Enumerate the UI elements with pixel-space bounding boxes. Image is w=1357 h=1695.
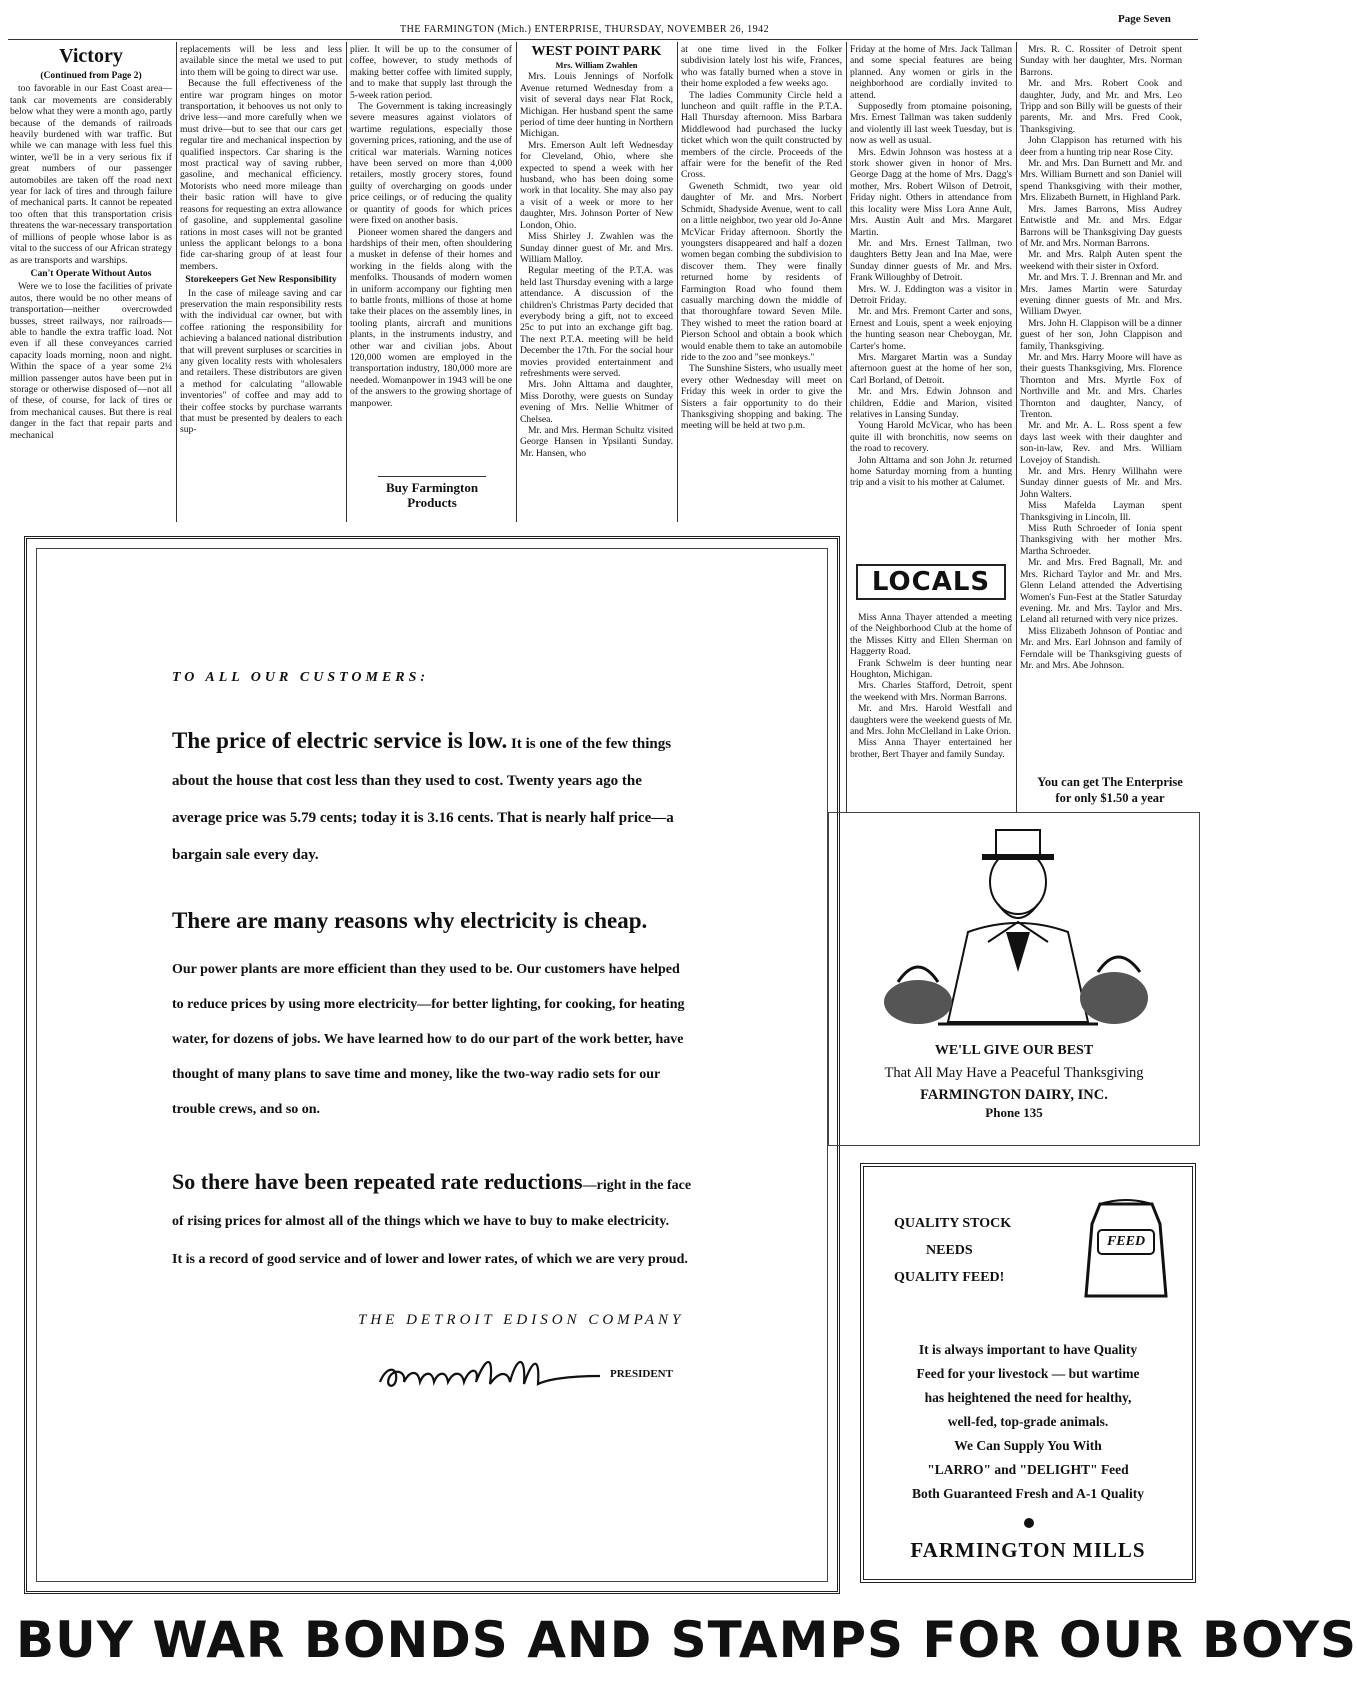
news-item: Supposedly from ptomaine poisoning, Mrs. Ernest Tallman was taken suddenly and violently ill last week Tuesday, but is now as well as usual. xyxy=(850,101,1012,147)
edison-text-3: —right in the face of rising prices for almost all of the things which we have to buy to make electricity. xyxy=(172,1178,692,1229)
news-item: Miss Shirley J. Zwahlen was the Sunday dinner guest of Mr. and Mrs. William Malloy. xyxy=(520,231,673,265)
farmington-mills-name: FARMINGTON MILLS xyxy=(910,1538,1146,1562)
dairy-ad-text xyxy=(830,1040,1198,1120)
article-paragraph: replacements will be less and less available since the metal we used to put into them will be going to direct war use. xyxy=(180,44,342,78)
victory-headline: Victory xyxy=(59,45,123,67)
news-item: The Sunshine Sisters, who usually meet every other Wednesday will meet on Friday this week in order to give the Sisters a fair opportunity to do their Thanksgiving shopping and baking. The meeting will be held at two p.m. xyxy=(681,363,842,432)
feed-bag-illustration xyxy=(1082,1196,1170,1306)
news-item: Mrs. Edwin Johnson was hostess at a stork shower given in honor of Mrs. George Dagg at the home of Mrs. Dagg's mother, Mrs. Robert Wilson of Detroit, Friday night. Others in attendance from this locality were Miss Lora Anne Ault, Mrs. Austin Ault and Mrs. Margaret Martin. xyxy=(850,146,1012,238)
victory-paragraph: too favorable in our East Coast area—tank car movements are considerably below what they were a month ago, partly because of the demands of railroads heavily burdened with war traffic. But while we can manage with less fuel this winter, we'll be in a very serious fix if great numbers of our passenger automobiles are taken off the road next year for lack of tires and through failure of mechanical parts. It cannot be repeated too often that this transportation crisis threatens the war-necessary transportation of millions of people whose labor is as vital to the success of our African strategy as are transports and warships. xyxy=(10,83,172,266)
edison-text-2: Our power plants are more efficient than they used to be. Our customers have helped to reduce prices by using more electricity—for better lighting, for cooking, for heating water, for dozens of jobs. We have learned how to do our part of the work better, have thought of many plans to save time and money, like the two-way radio sets for our trouble crews, and so on. xyxy=(172,962,685,1117)
edison-headline-3: So there have been repeated rate reductions xyxy=(172,1169,583,1194)
war-bonds-banner: BUY WAR BONDS AND STAMPS FOR OUR BOYS xyxy=(16,1611,1357,1669)
news-item: Mr. and Mrs. Henry Willhahn were Sunday dinner guests of Mr. and Mrs. John Walters. xyxy=(1020,466,1182,500)
news-item: Regular meeting of the P.T.A. was held last Thursday evening with a large attendance. A discussion of the children's Christmas Party decided that everybody bring a gift, not to exceed 25c to put into an exchange gift bag. The next P.T.A. meeting will be held December the 17th. For the social hour movies provided entertainment and refreshments were served. xyxy=(520,265,673,379)
article-paragraph: The Government is taking increasingly severe measures against violators of wartime regulations, especially those governing prices, rationing, and the use of critical war materials. Warning notices have been served on more than 4,000 retailers, mostly grocery stores, found guilty of overcharging on goods under price ceilings, or of reducing the quality or quantity of goods for which prices were fixed on another basis. xyxy=(350,101,512,227)
news-item: Mr. and Mrs. Ralph Auten spent the weekend with their sister in Oxford. xyxy=(1020,249,1182,272)
news-item: Mrs. Louis Jennings of Norfolk Avenue returned Wednesday from a visit of several days near Flat Rock, Michigan. Her husband spent the same period of time deer hunting in Northern Michigan. xyxy=(520,71,673,140)
uncle-sam-praying-icon xyxy=(878,822,1158,1032)
mills-body-line: "LARRO" and "DELIGHT" Feed xyxy=(927,1462,1129,1477)
news-item: Mr. and Mrs. Herman Schultz visited George Hansen in Ypsilanti Sunday. Mr. Hansen, who xyxy=(520,425,673,459)
news-item: Mr. and Mrs. Edwin Johnson and children, Eddie and Marion, visited relatives in Lansing Sunday. xyxy=(850,386,1012,420)
mills-body xyxy=(866,1338,1190,1506)
victory-third-column xyxy=(350,44,512,474)
column-rule xyxy=(846,42,847,812)
mills-body-line: Feed for your livestock — but wartime xyxy=(916,1366,1140,1381)
news-item: Mrs. R. C. Rossiter of Detroit spent Sunday with her daughter, Mrs. Norman Barrons. xyxy=(1020,44,1182,78)
west-point-park-continued xyxy=(681,44,842,520)
edison-text-1: It is one of the few things about the house that cost less than they used to cost. Twenty years ago the average price was 5.79 cents; today it is 3.16 cents. That is nearly half price—a bargain sale every day. xyxy=(172,736,674,863)
column-rule xyxy=(346,42,347,522)
news-item: Miss Anna Thayer attended a meeting of the Neighborhood Club at the home of the Misses Kitty and Ellen Sherman on Haggerty Road. xyxy=(850,612,1012,658)
article-paragraph: Pioneer women shared the dangers and hardships of their men, often shouldering a musket in defense of their homes and working in the fields along with the menfolks. Thousands of modern women in uniform accompany our fighting men to battle fronts, millions of those at home take their places on the assembly lines, in tooling plants, aircraft and munitions plants, in the instruments industry, and other war and civilian jobs. About 120,000 women are employed in the transportation industry, 180,000 more are needed. Womanpower in 1943 will be one of the answers to the growing shortage of manpower. xyxy=(350,226,512,409)
news-item: Mr. and Mrs. Ernest Tallman, two daughters Betty Jean and Ina Mae, were Sunday dinner guests of Mr. and Mrs. Frank Willoughby of Detroit. xyxy=(850,237,1012,284)
locals-title: LOCALS xyxy=(871,567,991,597)
dairy-line: WE'LL GIVE OUR BEST xyxy=(934,1043,1094,1058)
page-number: Page Seven xyxy=(1118,13,1171,25)
victory-continued: (Continued from Page 2) xyxy=(40,70,142,81)
news-item: Mrs. Margaret Martin was a Sunday afternoon guest at the home of her son, Carl Borland, of Detroit. xyxy=(850,351,1012,386)
victory-continued-column xyxy=(180,44,342,520)
news-item: Mr. and Mrs. Dan Burnett and Mr. and Mrs. William Burnett and son Daniel will spend Thanksgiving with their mother, Mrs. Elizabeth Burnett, in Highland Park. xyxy=(1020,158,1182,204)
victory-paragraph: Were we to lose the facilities of private autos, there would be no other means of transportation—neither overcrowded busses, street railways, nor railroads—able to handle the extra traffic load. Not even if all these conveyances carried capacity loads morning, noon and night. Within the space of a year some 2¼ million passenger autos have been put in storage or otherwise disposed of—not all of these, of course, for lack of tires or from mechanical causes. But there is real danger in the fact that repair parts and mechanical xyxy=(10,281,172,441)
news-item: John Alttama and son John Jr. returned home Saturday morning from a hunting trip and a visit to his mother at Calumet. xyxy=(850,454,1012,489)
dairy-line: That All May Have a Peaceful Thanksgiving xyxy=(884,1065,1144,1081)
edison-block-1 xyxy=(172,722,692,874)
mills-heading-line: QUALITY FEED! xyxy=(894,1270,1005,1285)
edison-salutation: TO ALL OUR CUSTOMERS: xyxy=(172,670,430,685)
mills-body-line: It is always important to have Quality xyxy=(918,1342,1138,1357)
mills-body-line: We Can Supply You With xyxy=(954,1438,1102,1453)
article-paragraph: In the case of mileage saving and car preservation the main responsibility rests with the individual car owner, but with coffee rationing the responsibility for achieving a balanced national distribution that will prevent surpluses or scarcities in any given locality rests with wholesalers and retailers. These distributors are given a method for calculating "allowable inventories" of coffee and may add to their coffee stocks by purchase warrants that must be presented by dealers to each sup- xyxy=(180,287,342,436)
news-item: Mr. and Mrs. Harry Moore will have as their guests Thanksgiving, Mrs. Florence Thornton and Mrs. Myrtle Fox of Northville and Mr. and Mrs. Charles Thornton and daughter, Nancy, of Trenton. xyxy=(1020,351,1182,420)
social-news-column xyxy=(850,44,1012,544)
dairy-name: FARMINGTON DAIRY, INC. xyxy=(920,1087,1108,1103)
news-item: Frank Schwelm is deer hunting near Houghton, Michigan. xyxy=(850,657,1012,681)
news-item: Mrs. John H. Clappison will be a dinner guest of her son, John Clappison and family, Thanksgiving. xyxy=(1020,317,1182,352)
news-item: Miss Mafelda Layman spent Thanksgiving in Lincoln, Ill. xyxy=(1020,500,1182,523)
news-item: Friday at the home of Mrs. Jack Tallman and some special features are being planned. Any women or girls in the neighborhood are cordially invited to attend. xyxy=(850,44,1012,101)
news-item: The ladies Community Circle held a luncheon and quilt raffle in the P.T.A. Hall Thursday afternoon. Miss Barbara Middlewood had purchased the lucky ticket which won the quilt constructed by members of the circle. Proceeds of the affair were for the benefit of the Red Cross. xyxy=(681,89,842,181)
column-rule xyxy=(677,42,678,522)
news-item: Miss Anna Thayer entertained her brother, Bert Thayer and family Sunday. xyxy=(850,737,1012,760)
news-item: Mrs. John Alttama and daughter, Miss Dorothy, were guests on Sunday evening of Mrs. Nellie Whitmer of Chelsea. xyxy=(520,379,673,425)
west-point-park-byline: Mrs. William Zwahlen xyxy=(555,60,638,70)
victory-article xyxy=(10,44,172,520)
edison-headline-1: The price of electric service is low. xyxy=(172,728,508,753)
edison-headline-2: There are many reasons why electricity is cheap. xyxy=(172,908,648,933)
news-item: Mrs. James Barrons, Miss Audrey Entwistle and Mr. and Mrs. Edgar Barrons will be Thanksgiving Day guests of Mr. and Mrs. Norman Barrons. xyxy=(1020,203,1182,249)
buy-farmington-products: Buy Farmington Products xyxy=(378,476,486,510)
mills-quality-heading xyxy=(894,1210,1011,1291)
edison-text-4: It is a record of good service and of lower and lower rates, of which we are very proud. xyxy=(172,1252,688,1267)
dairy-phone: Phone 135 xyxy=(985,1105,1043,1120)
news-item: Mrs. W. J. Eddington was a visitor in Detroit Friday. xyxy=(850,283,1012,306)
column-rule xyxy=(176,42,177,522)
edison-president: PRESIDENT xyxy=(610,1368,673,1380)
news-item: Miss Ruth Schroeder of Ionia spent Thanksgiving with her mother Mrs. Martha Schroeder. xyxy=(1020,523,1182,557)
edison-block-3 xyxy=(172,1164,692,1240)
victory-subhead: Can't Operate Without Autos xyxy=(30,267,152,279)
locals-column xyxy=(850,612,1012,808)
news-item: Mr. and Mrs. Fremont Carter and sons, Ernest and Louis, spent a week enjoying the hunting season near Cheboygan, Mr. Carter's home. xyxy=(850,306,1012,352)
feed-bag-icon xyxy=(1082,1196,1170,1306)
bullet-dot xyxy=(1024,1518,1034,1528)
article-paragraph: Because the full effectiveness of the entire war program hinges on motor transportation, it behooves us not only to drive less—and more carefully when we must drive—but to see that our cars get regular tire and mechanical inspection by qualified inspectors. Car sharing is the most practical way of saving rubber, gasoline, and mechanical efficiency. Motorists who need more mileage than their basic ration will have to give reasons for requesting an extra allowance of gasoline, and supplemental gasoline rations in most cases will not be granted unless the applicant belongs to a bona fide car-sharing group of at least four members. xyxy=(180,78,342,272)
news-item: Mr. and Mrs. Fred Bagnall, Mr. and Mrs. Richard Taylor and Mr. and Mrs. Glenn Leland attended the Advertising Women's Fun-Fest at the Statler Saturday evening. Mr. and Mrs. Taylor and Mrs. Leland all returned with very nice prizes. xyxy=(1020,557,1182,626)
news-item: Gweneth Schmidt, two year old daughter of Mr. and Mrs. Norbert Schmidt, Shadyside Avenue, went to call on a little neighbor, two year old Jo-Anne McVicar Friday afternoon. Shortly the youngsters disappeared and half a dozen women began combing the subdivision to discover them. They were finally returned home by residents of Farmington Road who found them casually marching down the middle of that thoroughfare toward Seven Mile. They wished to meet the ration board at Pierson School and obtain a book which would enable them to take an automobile ride to the zoo and "see monkeys." xyxy=(681,180,842,363)
news-item: John Clappison has returned with his deer from a hunting trip near Rose City. xyxy=(1020,135,1182,158)
news-item: Mrs. Charles Stafford, Detroit, spent the weekend with Mrs. Norman Barrons. xyxy=(850,680,1012,703)
uncle-sam-illustration xyxy=(878,822,1158,1032)
news-item: Miss Elizabeth Johnson of Pontiac and Mr. and Mrs. Earl Johnson and family of Ferndale will be Thanksgiving guests of Mr. and Mrs. Abe Johnson. xyxy=(1020,625,1182,671)
masthead-rule xyxy=(8,39,1198,40)
signature-icon xyxy=(376,1346,606,1396)
news-item: Young Harold McVicar, who has been quite ill with bronchitis, now seems on the road to recovery. xyxy=(850,420,1012,455)
masthead-title: THE FARMINGTON (Mich.) ENTERPRISE, THURSDAY, NOVEMBER 26, 1942 xyxy=(400,24,770,35)
enterprise-subscription-ad: You can get The Enterprise for only $1.50 a year xyxy=(1037,775,1183,805)
edison-signature xyxy=(376,1346,606,1396)
news-item: Mrs. Emerson Ault left Wednesday for Cleveland, Ohio, where she expected to spend a week with her husband, who has been doing some work in that locality. She may also pay a visit of a week or more to her daughter, Mrs. Johnson Porter of New London, Ohio. xyxy=(520,139,673,231)
mills-body-line: has heightened the need for healthy, xyxy=(924,1390,1132,1405)
mills-body-line: Both Guaranteed Fresh and A-1 Quality xyxy=(912,1486,1144,1501)
news-item: Mr. and Mrs. Harold Westfall and daughters were the weekend guests of Mr. and Mrs. John McClelland in Lake Orion. xyxy=(850,703,1012,738)
personal-news-column xyxy=(1020,44,1182,756)
west-point-park-column xyxy=(520,44,673,520)
column-rule xyxy=(516,42,517,522)
news-item: at one time lived in the Folker subdivision lately lost his wife, Frances, who was fatally burned when a stove in their home exploded a few weeks ago. xyxy=(681,44,842,90)
mills-body-line: well-fed, top-grade animals. xyxy=(947,1414,1109,1429)
news-item: Mr. and Mrs. T. J. Brennan and Mr. and Mrs. James Martin were Saturday evening dinner guests of Mr. and Mrs. William Dwyer. xyxy=(1020,272,1182,318)
mills-heading-line: NEEDS xyxy=(926,1243,973,1258)
mills-heading-line: QUALITY STOCK xyxy=(894,1216,1012,1231)
news-item: Mr. and Mrs. Robert Cook and daughter, Judy, and Mr. and Mrs. Leo Tripp and son Billy will be guests of their parents, Mr. and Mrs. Fred Cook, Thanksgiving. xyxy=(1020,78,1182,135)
storekeepers-subhead: Storekeepers Get New Responsibility xyxy=(185,274,337,286)
feed-bag-label: FEED xyxy=(1106,1234,1146,1249)
edison-company: THE DETROIT EDISON COMPANY xyxy=(358,1312,685,1328)
article-paragraph: plier. It will be up to the consumer of coffee, however, to study methods of making better coffee with limited supply, and to make that supply last through the 5-week ration period. xyxy=(350,44,512,101)
west-point-park-headline: WEST POINT PARK xyxy=(531,44,662,59)
locals-header xyxy=(856,564,1006,600)
column-rule xyxy=(1016,42,1017,812)
news-item: Mr. and Mr. A. L. Ross spent a few days last week with their daughter and son-in-law, Rev. and Mrs. William Lovejoy of Standish. xyxy=(1020,420,1182,466)
